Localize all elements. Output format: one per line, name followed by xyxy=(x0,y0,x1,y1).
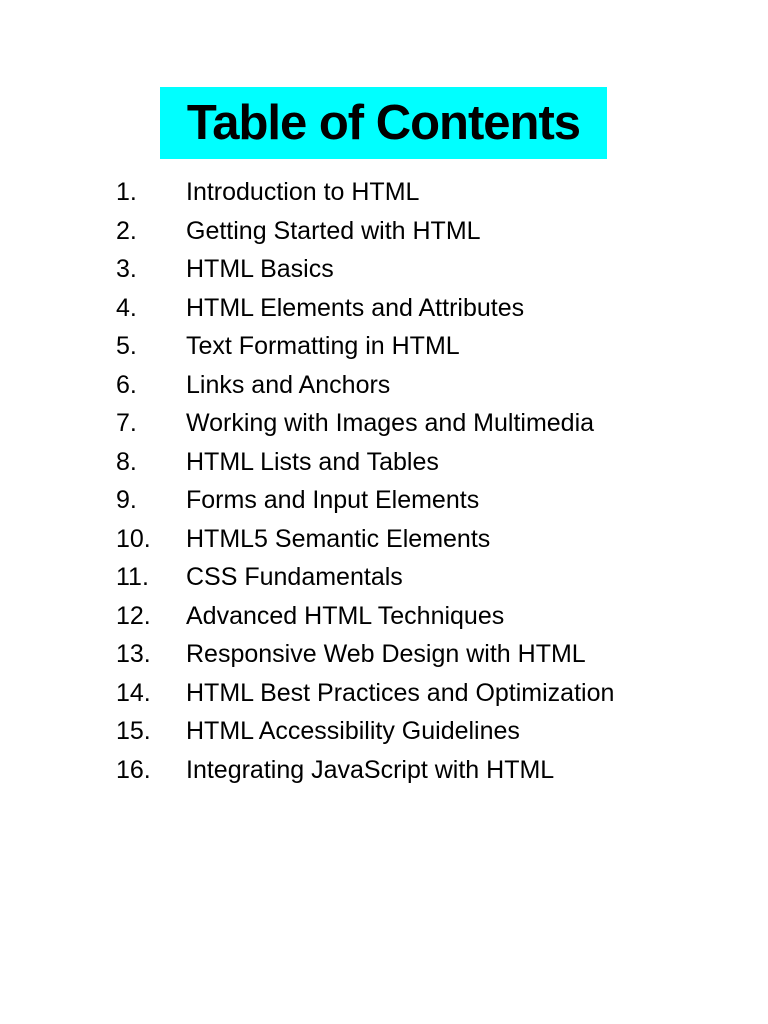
toc-entry xyxy=(0,250,768,289)
toc-entry-title: HTML Elements and Attributes xyxy=(186,293,525,322)
toc-entry-title: Advanced HTML Techniques xyxy=(186,601,505,630)
toc-entry-title: Getting Started with HTML xyxy=(186,216,481,245)
table-of-contents-list xyxy=(0,173,768,789)
toc-entry xyxy=(0,173,768,212)
toc-entry-number: 7. xyxy=(116,409,137,437)
toc-entry xyxy=(0,481,768,520)
toc-entry-number: 5. xyxy=(116,332,137,360)
toc-entry-number: 10. xyxy=(116,524,151,553)
toc-entry-title: CSS Fundamentals xyxy=(186,563,403,591)
toc-entry xyxy=(0,635,768,674)
toc-entry-number: 11. xyxy=(116,563,149,591)
toc-entry-number: 15. xyxy=(116,717,151,745)
toc-entry-title: Introduction to HTML xyxy=(186,178,420,206)
toc-entry xyxy=(0,404,768,443)
toc-entry-number: 13. xyxy=(116,640,151,668)
toc-entry xyxy=(0,597,768,636)
toc-entry-title: Links and Anchors xyxy=(186,370,391,399)
toc-entry-title: Responsive Web Design with HTML xyxy=(186,640,586,668)
toc-entry-number: 8. xyxy=(116,447,137,476)
toc-entry-title: HTML Basics xyxy=(186,255,334,283)
toc-entry-title: HTML Accessibility Guidelines xyxy=(186,717,520,745)
toc-entry-number: 3. xyxy=(116,255,137,283)
toc-entry-title: Integrating JavaScript with HTML xyxy=(186,755,555,784)
toc-entry-title: HTML Best Practices and Optimization xyxy=(186,678,615,707)
toc-entry-number: 16. xyxy=(116,755,151,784)
toc-entry-number: 12. xyxy=(116,601,151,630)
toc-entry xyxy=(0,751,768,790)
toc-entry xyxy=(0,212,768,251)
toc-entry-number: 6. xyxy=(116,370,137,399)
toc-entry xyxy=(0,712,768,751)
toc-entry-title: HTML5 Semantic Elements xyxy=(186,524,491,553)
page-title: Table of Contents xyxy=(160,87,607,159)
toc-entry-number: 9. xyxy=(116,486,137,514)
toc-entry xyxy=(0,443,768,482)
toc-entry-title: Text Formatting in HTML xyxy=(186,332,460,360)
toc-entry xyxy=(0,289,768,328)
toc-entry-title: HTML Lists and Tables xyxy=(186,447,439,476)
toc-entry-title: Working with Images and Multimedia xyxy=(186,409,595,437)
toc-entry xyxy=(0,366,768,405)
toc-entry-number: 2. xyxy=(116,216,137,245)
toc-entry-number: 14. xyxy=(116,678,151,707)
toc-entry xyxy=(0,520,768,559)
toc-entry-number: 4. xyxy=(116,293,137,322)
toc-entry-title: Forms and Input Elements xyxy=(186,486,480,514)
toc-entry xyxy=(0,327,768,366)
toc-entry xyxy=(0,674,768,713)
toc-entry xyxy=(0,558,768,597)
toc-entry-number: 1. xyxy=(116,178,137,206)
